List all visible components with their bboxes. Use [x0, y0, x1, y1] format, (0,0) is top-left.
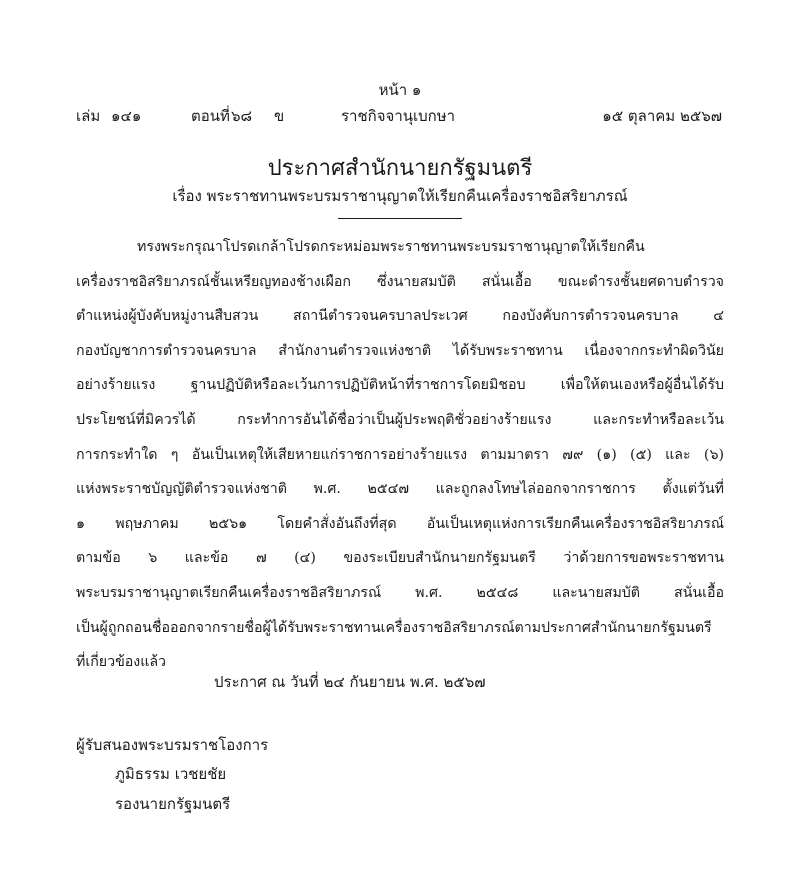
signer-position: รองนายกรัฐมนตรี: [115, 795, 231, 813]
body-line: แห่งพระราชบัญญัติตำรวจแห่งชาติ พ.ศ. ๒๕๔๗ และถูกลงโทษไล่ออกจากราชการ ตั้งแต่วันที่: [76, 481, 724, 498]
body-line: อย่างร้ายแรง ฐานปฏิบัติหรือละเว้นการปฏิบัติหน้าที่ราชการโดยมิชอบ เพื่อให้ตนเองหรือผู้อื่นได้รับ: [76, 377, 724, 394]
announcement-body: [76, 236, 724, 686]
body-line: การกระทำใด ๆ อันเป็นเหตุให้เสียหายแก่ราชการอย่างร้ายแรง ตามมาตรา ๗๙ (๑) (๕) และ (๖): [76, 446, 724, 463]
body-line: ที่เกี่ยวข้องแล้ว: [76, 654, 167, 671]
gazette-header: [76, 104, 722, 126]
gazette-name: ราชกิจจานุเบกษา: [341, 107, 456, 125]
body-line: ทรงพระกรุณาโปรดเกล้าโปรดกระหม่อมพระราชทานพระบรมราชานุญาตให้เรียกคืน: [137, 239, 645, 255]
publication-date: ๑๕ ตุลาคม ๒๕๖๗: [602, 107, 722, 125]
body-line: พระบรมราชานุญาตเรียกคืนเครื่องราชอิสริยาภรณ์ พ.ศ. ๒๕๔๘ และนายสมบัติ สนั่นเอื้อ: [76, 584, 724, 601]
royal-command-responder: ผู้รับสนองพระบรมราชโองการ: [76, 736, 269, 754]
body-line: เป็นผู้ถูกถอนชื่อออกจากรายชื่อผู้ได้รับพระราชทานเครื่องราชอิสริยาภรณ์ตามประกาศสำนักนายกรัฐมนตรี: [76, 619, 712, 636]
body-line: ประโยชน์ที่มิควรได้ กระทำการอันได้ชื่อว่าเป็นผู้ประพฤติชั่วอย่างร้ายแรง และกระทำหรือละเว้น: [76, 411, 724, 428]
signer-name: ภูมิธรรม เวชยชัย: [115, 765, 227, 783]
announcement-title: ประกาศสำนักนายกรัฐมนตรี: [267, 156, 533, 181]
volume-label: เล่ม: [76, 107, 101, 125]
section-label: ตอนที่: [191, 107, 230, 125]
body-line: กองบัญชาการตำรวจนครบาล สำนักงานตำรวจแห่งชาติ ได้รับพระราชทาน เนื่องจากกระทำผิดวินัย: [76, 342, 724, 359]
section-type: ข: [274, 107, 285, 125]
title-divider: [338, 218, 462, 219]
body-line: เครื่องราชอิสริยาภรณ์ชั้นเหรียญทองช้างเผือก ซึ่งนายสมบัติ สนั่นเอื้อ ขณะดำรงชั้นยศดาบตำรวจ: [76, 273, 724, 290]
announcement-subject: เรื่อง พระราชทานพระบรมราชานุญาตให้เรียกคืนเครื่องราชอิสริยาภรณ์: [172, 187, 628, 205]
page-number: หน้า ๑: [378, 81, 422, 99]
body-line: ตำแหน่งผู้บังคับหมู่งานสืบสวน สถานีตำรวจนครบาลประเวศ กองบังคับการตำรวจนครบาล ๔: [76, 308, 724, 325]
body-line: ตามข้อ ๖ และข้อ ๗ (๔) ของระเบียบสำนักนายกรัฐมนตรี ว่าด้วยการขอพระราชทาน: [76, 550, 724, 567]
announcement-date: ประกาศ ณ วันที่ ๒๔ กันยายน พ.ศ. ๒๕๖๗: [214, 673, 486, 691]
section-number: ๖๘: [231, 107, 253, 125]
volume-number: ๑๔๑: [111, 107, 142, 125]
body-line: ๑ พฤษภาคม ๒๕๖๑ โดยคำสั่งอันถึงที่สุด อันเป็นเหตุแห่งการเรียกคืนเครื่องราชอิสริยาภรณ์: [76, 515, 724, 532]
